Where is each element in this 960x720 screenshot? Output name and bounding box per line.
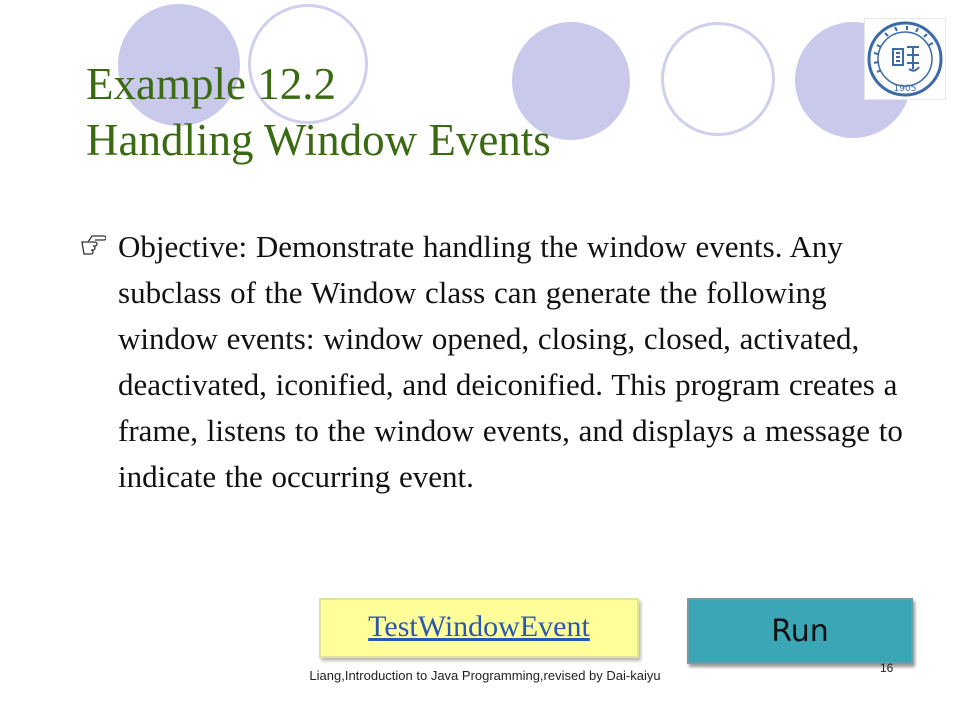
test-window-event-link-box[interactable] <box>319 598 639 658</box>
page-number: 16 <box>880 661 894 675</box>
title-line-2: Handling Window Events <box>86 115 551 165</box>
pointing-hand-icon <box>80 232 106 256</box>
title-line-1: Example 12.2 <box>86 59 336 109</box>
test-window-event-link[interactable]: TestWindowEvent <box>368 610 590 643</box>
run-button[interactable] <box>687 598 913 664</box>
objective-text: Objective: Demonstrate handling the window events. Any subclass of the Window class can generate the following window events: window opened, closing, closed, activated, deactivated, iconified, and deiconified. This program creates a frame, listens to the window events, and displays a message to indicate the occurring event. <box>118 229 903 494</box>
footer-credit: Liang,Introduction to Java Programming,revised by Dai-kaiyu <box>309 668 661 683</box>
svg-text:1905: 1905 <box>893 84 917 94</box>
page-title <box>86 56 786 168</box>
run-button-label: Run <box>771 614 829 649</box>
university-seal-logo <box>864 18 946 100</box>
